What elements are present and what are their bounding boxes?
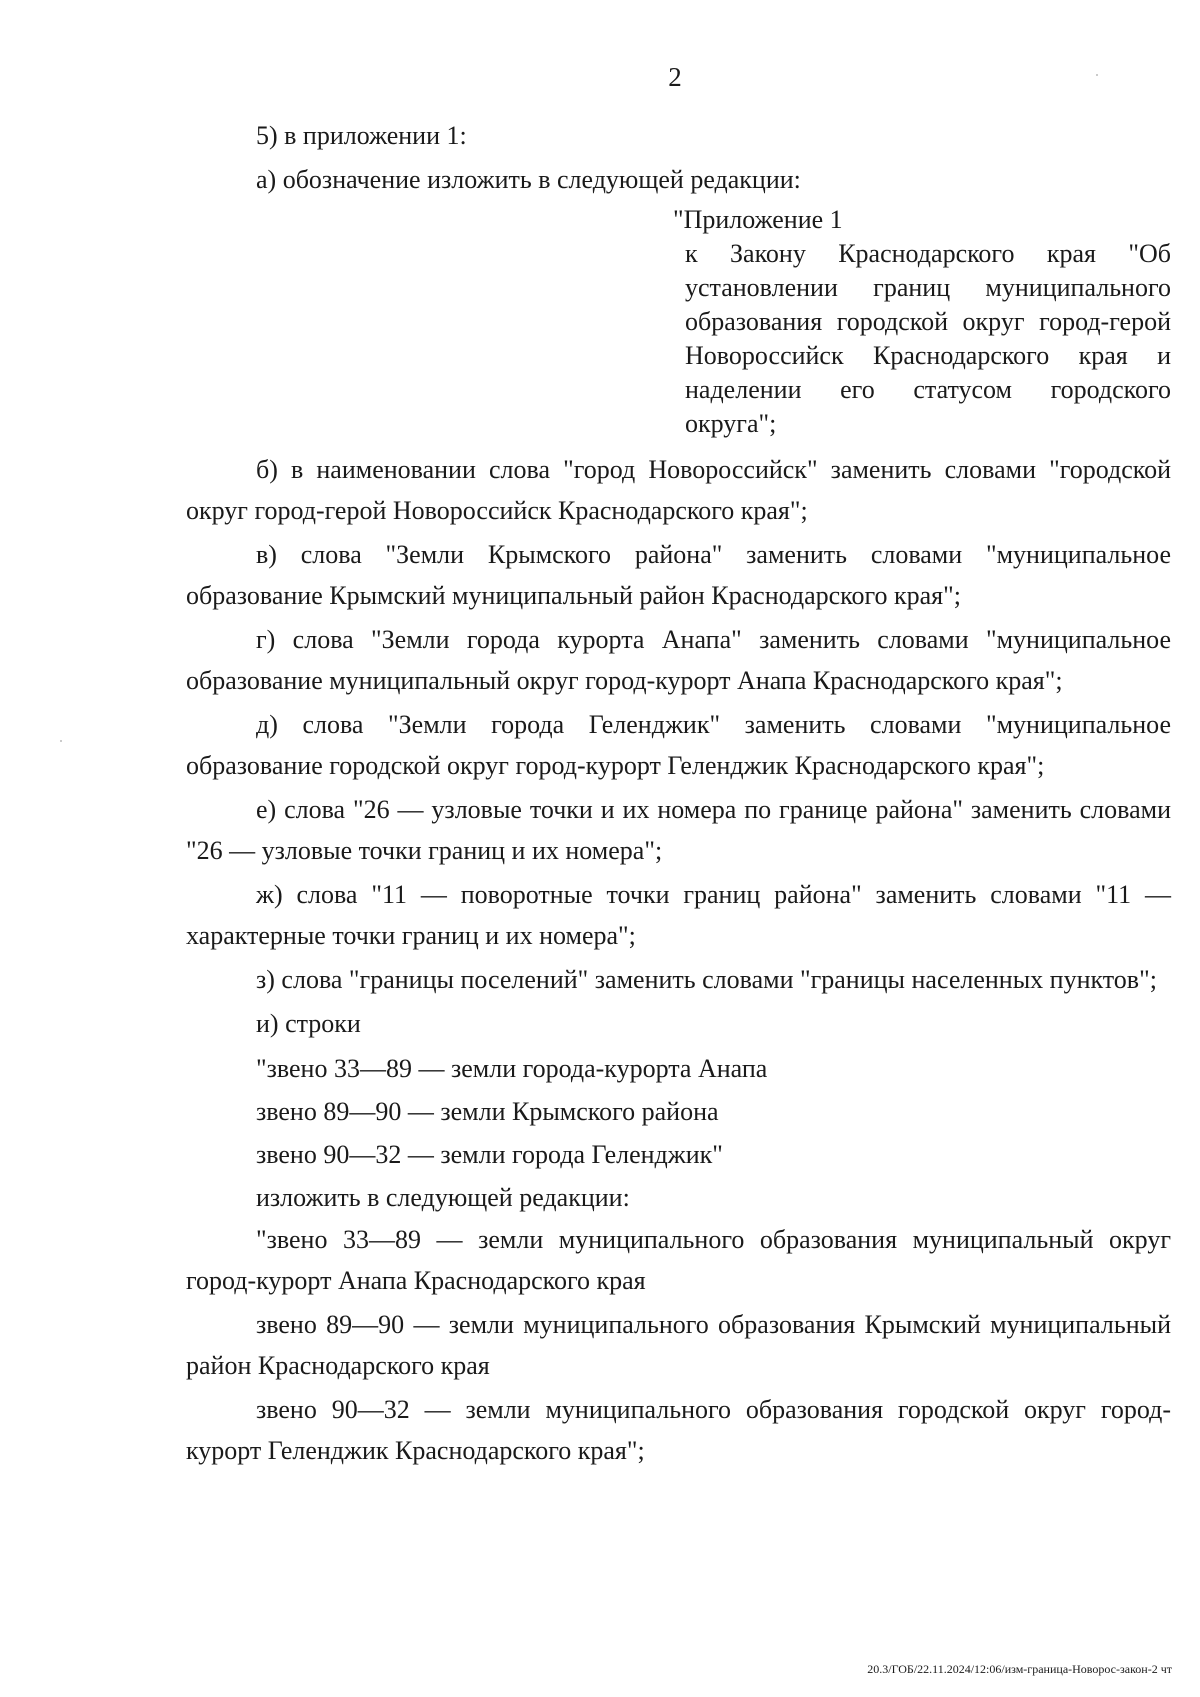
item-z-paragraph: з) слова "границы поселений" заменить словами "границы населенных пунктов"; (256, 965, 1157, 994)
new-line-1: "звено 33—89 — земли муниципального образования муниципальный округ город-курорт Анапа Краснодарского края (186, 1225, 1171, 1295)
document-footer: 20.3/ГОБ/22.11.2024/12:06/изм-граница-Новорос-закон-2 чт (867, 1662, 1172, 1676)
appendix-title: "Приложение 1 (673, 205, 843, 234)
new-line-2: звено 89—90 — земли муниципального образования Крымский муниципальный район Краснодарского края (186, 1310, 1171, 1380)
item-e-paragraph: е) слова "26 — узловые точки и их номера по границе района" заменить словами "26 — узловые точки границ и их номера"; (186, 795, 1171, 865)
appendix-text: к Закону Краснодарского края "Об установлении границ муниципального образования городской округ город-герой Новороссийск Краснодарского края и наделении его статусом городского округа"; (685, 239, 1171, 438)
item-v-paragraph: в) слова "Земли Крымского района" заменить словами "муниципальное образование Крымский муниципальный район Краснодарского края"; (186, 540, 1171, 610)
item-g-paragraph: г) слова "Земли города курорта Анапа" заменить словами "муниципальное образование муниципальный округ город-курорт Анапа Краснодарского края"; (186, 625, 1171, 695)
old-line-3: звено 90—32 — земли города Геленджик" (256, 1140, 723, 1169)
appendix-heading-block (673, 203, 1171, 441)
item-a-paragraph: а) обозначение изложить в следующей редакции: (256, 165, 801, 194)
item-b-paragraph: б) в наименовании слова "город Новороссийск" заменить словами "городской округ город-герой Новороссийск Краснодарского края"; (186, 455, 1171, 525)
page-number: 2 (668, 62, 682, 92)
intro-paragraph: 5) в приложении 1: (256, 121, 467, 150)
scan-speck (1096, 74, 1098, 76)
item-zh-paragraph: ж) слова "11 — поворотные точки границ района" заменить словами "11 — характерные точки границ и их номера"; (186, 880, 1171, 950)
scan-speck (60, 740, 62, 742)
item-d-paragraph: д) слова "Земли города Геленджик" заменить словами "муниципальное образование городской округ город-курорт Геленджик Краснодарского края"; (186, 710, 1171, 780)
replace-label: изложить в следующей редакции: (256, 1183, 630, 1212)
item-i-paragraph: и) строки (256, 1009, 361, 1038)
document-body (186, 115, 1171, 1474)
old-line-1: "звено 33—89 — земли города-курорта Анапа (256, 1054, 768, 1083)
old-line-2: звено 89—90 — земли Крымского района (256, 1097, 719, 1126)
new-line-3: звено 90—32 — земли муниципального образования городской округ город-курорт Геленджик Краснодарского края"; (186, 1395, 1171, 1465)
